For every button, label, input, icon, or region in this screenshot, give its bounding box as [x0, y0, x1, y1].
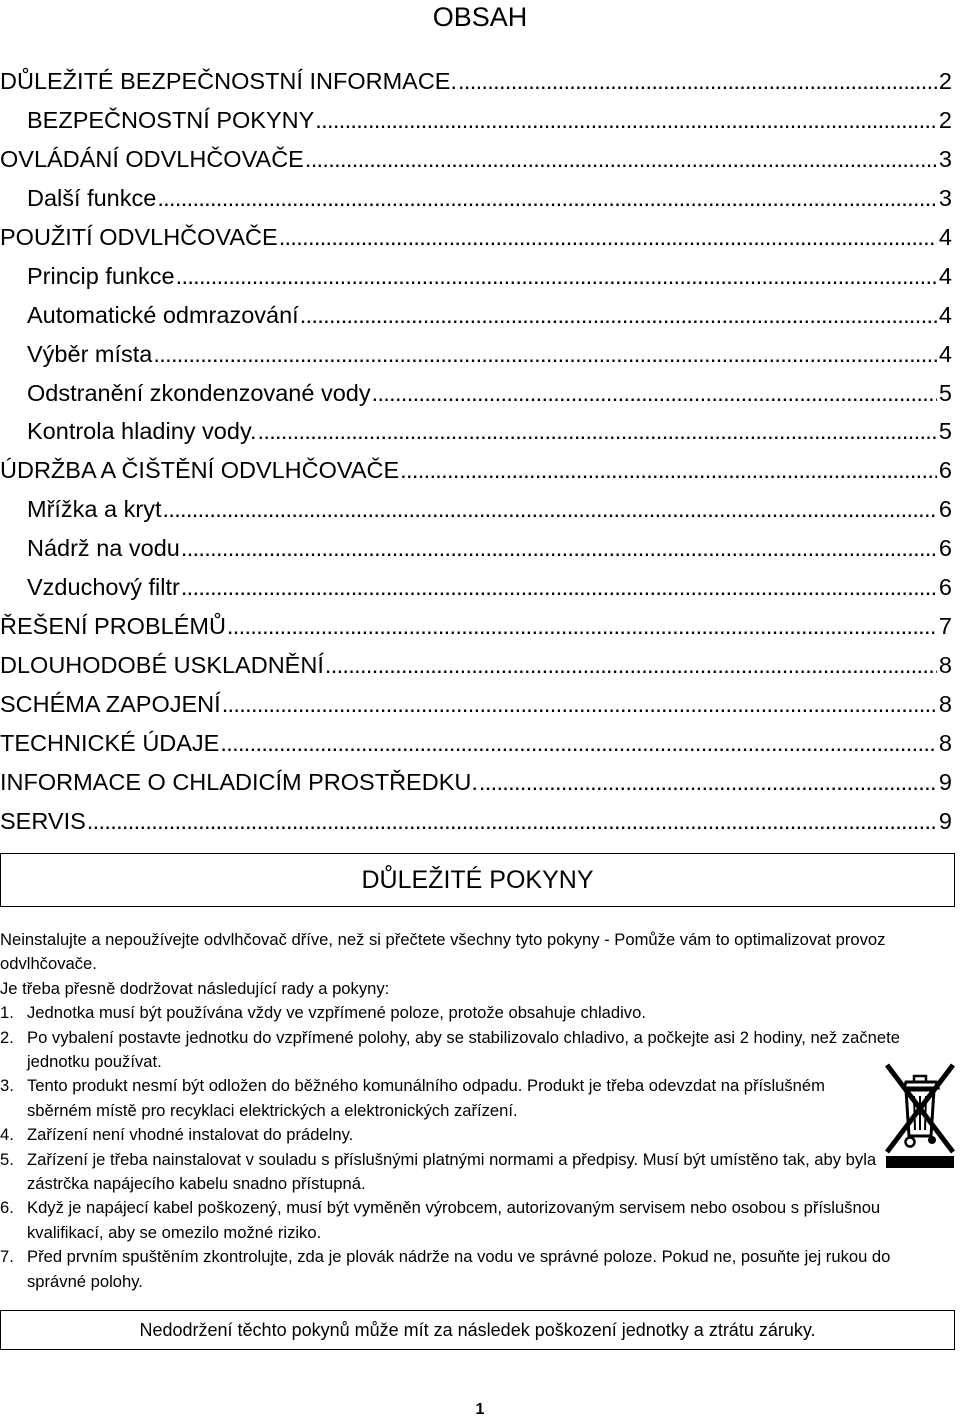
- list-item-text: Tento produkt nesmí být odložen do běžného komunálního odpadu. Produkt je třeba odevzdat na příslušném sběrném místě pro recyklaci elektrických a elektronických zařízení.: [27, 1076, 825, 1120]
- toc-entry-page: 8: [938, 691, 952, 717]
- toc-leader-dots: [176, 257, 937, 296]
- list-item-number: 7.: [0, 1247, 14, 1267]
- toc-entry: [0, 218, 952, 257]
- page-number: 1: [475, 1401, 485, 1418]
- toc-entry-page: 4: [938, 340, 952, 367]
- warranty-warning: Nedodržení těchto pokynů může mít za následek poškození jednotky a ztrátu záruky.: [0, 1310, 955, 1350]
- section-heading: DŮLEŽITÉ POKYNY: [0, 853, 955, 907]
- toc-entry: [0, 179, 952, 218]
- toc-entry-label: Mřížka a kryt: [27, 496, 162, 523]
- toc-entry: [0, 724, 952, 763]
- toc-entry-page: 6: [938, 457, 952, 484]
- toc-entry-label: Nádrž na vodu: [27, 535, 180, 562]
- toc-entry-label: POUŽITÍ ODVLHČOVAČE: [0, 223, 278, 250]
- list-item: [0, 1196, 930, 1245]
- toc-leader-dots: [479, 763, 937, 802]
- toc-leader-dots: [325, 646, 937, 685]
- list-item-number: 6.: [0, 1198, 14, 1218]
- numbered-list: [0, 1001, 930, 1294]
- toc-entry-label: Vzduchový filtr: [27, 574, 180, 601]
- toc-entry: [0, 607, 952, 646]
- toc-entry-label: OVLÁDÁNÍ ODVLHČOVAČE: [0, 145, 304, 172]
- list-item: [0, 1026, 930, 1075]
- list-item-number: 1.: [0, 1003, 14, 1023]
- toc-entry-page: 6: [938, 535, 952, 562]
- intro-paragraph: Neinstalujte a nepoužívejte odvlhčovač dříve, než si přečtete všechny tyto pokyny - Pomůže vám to optimalizovat provoz odvlhčovače.: [0, 930, 886, 974]
- toc-entry: [0, 763, 952, 802]
- list-item-number: 2.: [0, 1027, 14, 1047]
- toc-entry-label: DŮLEŽITÉ BEZPEČNOSTNÍ INFORMACE.: [0, 68, 457, 94]
- toc-entry-label: Další funkce: [27, 184, 157, 211]
- toc-leader-dots: [300, 296, 937, 335]
- toc-leader-dots: [153, 335, 937, 374]
- toc-entry: [0, 101, 952, 140]
- toc-entry: [0, 296, 952, 335]
- toc-leader-dots: [305, 140, 937, 179]
- toc-entry-label: TECHNICKÉ ÚDAJE: [0, 729, 220, 756]
- toc-entry-label: SERVIS: [0, 807, 86, 834]
- toc-entry-page: 6: [938, 574, 952, 601]
- toc-entry-label: Výběr místa: [27, 340, 153, 367]
- list-item-text: Jednotka musí být používána vždy ve vzpřímené poloze, protože obsahuje chladivo.: [27, 1003, 646, 1023]
- lead-paragraph: Je třeba přesně dodržovat následující rady a pokyny:: [0, 978, 390, 998]
- toc-leader-dots: [162, 490, 936, 529]
- toc-leader-dots: [157, 179, 937, 218]
- toc-leader-dots: [181, 529, 937, 568]
- toc-entry: [0, 802, 952, 841]
- table-of-contents: [0, 62, 952, 841]
- toc-entry-page: 3: [938, 145, 952, 172]
- toc-entry-label: Automatické odmrazování: [27, 301, 299, 328]
- toc-entry-label: ŘEŠENÍ PROBLÉMŮ: [0, 613, 226, 640]
- toc-entry-label: DLOUHODOBÉ USKLADNĚNÍ: [0, 652, 324, 679]
- toc-entry-label: INFORMACE O CHLADICÍM PROSTŘEDKU.: [0, 768, 478, 795]
- list-item-text: Zařízení není vhodné instalovat do prádelny.: [27, 1125, 354, 1145]
- toc-entry-page: 4: [938, 262, 952, 289]
- toc-leader-dots: [257, 412, 936, 451]
- toc-leader-dots: [227, 607, 937, 646]
- toc-entry-page: 5: [938, 418, 952, 445]
- toc-entry: [0, 374, 952, 413]
- toc-entry: [0, 685, 952, 724]
- list-item: [0, 1245, 930, 1294]
- list-item: [0, 1001, 930, 1025]
- toc-entry-page: 9: [938, 807, 952, 834]
- toc-entry: [0, 646, 952, 685]
- toc-entry: [0, 140, 952, 179]
- toc-entry: [0, 568, 952, 607]
- instructions: [0, 928, 930, 1294]
- toc-entry-page: 8: [938, 729, 952, 756]
- toc-entry-label: ÚDRŽBA A ČIŠTĚNÍ ODVLHČOVAČE: [0, 457, 400, 484]
- list-item-number: 4.: [0, 1125, 14, 1145]
- toc-entry: [0, 335, 952, 374]
- toc-entry-page: 4: [938, 223, 952, 250]
- toc-entry-page: 3: [938, 184, 952, 211]
- toc-leader-dots: [222, 685, 937, 724]
- toc-entry-label: Kontrola hladiny vody.: [27, 418, 257, 445]
- list-item: [0, 1074, 930, 1123]
- toc-leader-dots: [87, 802, 937, 841]
- toc-entry: [0, 412, 952, 451]
- toc-entry: [0, 451, 952, 490]
- list-item-number: 5.: [0, 1149, 14, 1169]
- toc-entry-page: 8: [938, 652, 952, 679]
- toc-entry-label: BEZPEČNOSTNÍ POKYNY: [27, 106, 315, 133]
- toc-leader-dots: [315, 101, 937, 140]
- page-title: OBSAH: [432, 2, 528, 32]
- toc-entry-page: 9: [938, 768, 952, 795]
- toc-leader-dots: [458, 62, 937, 101]
- list-item: [0, 1148, 930, 1197]
- list-item-text: Před prvním spuštěním zkontrolujte, zda je plovák nádrže na vodu ve správné poloze. Pokud ne, posuňte jej rukou do správné polohy.: [27, 1247, 891, 1291]
- toc-leader-dots: [181, 568, 937, 607]
- toc-entry-label: Princip funkce: [27, 262, 175, 289]
- list-item-number: 3.: [0, 1076, 14, 1096]
- toc-entry-page: 5: [938, 379, 952, 406]
- toc-leader-dots: [279, 218, 937, 257]
- list-item-text: Po vybalení postavte jednotku do vzpřímené polohy, aby se stabilizovalo chladivo, a počkejte asi 2 hodiny, než začnete jednotku používat.: [27, 1027, 900, 1072]
- crossed-out-wheelie-bin-icon: [884, 1062, 956, 1170]
- toc-entry: [0, 62, 952, 101]
- toc-entry-page: 6: [938, 496, 952, 523]
- list-item: [0, 1123, 930, 1147]
- toc-entry: [0, 257, 952, 296]
- toc-entry: [0, 529, 952, 568]
- toc-entry-page: 2: [938, 68, 952, 94]
- toc-entry-page: 4: [938, 301, 952, 328]
- toc-entry-label: SCHÉMA ZAPOJENÍ: [0, 691, 221, 717]
- toc-entry-page: 7: [938, 613, 952, 640]
- toc-leader-dots: [372, 374, 937, 413]
- toc-leader-dots: [220, 724, 937, 763]
- list-item-text: Zařízení je třeba nainstalovat v souladu s příslušnými platnými normami a předpisy. Musí být umístěno tak, aby byla zástrčka napájecího kabelu snadno přístupná.: [27, 1149, 877, 1194]
- toc-entry: [0, 490, 952, 529]
- list-item-text: Když je napájecí kabel poškozený, musí být vyměněn výrobcem, autorizovaným servisem nebo osobou s příslušnou kvalifikací, aby se omezilo možné riziko.: [27, 1198, 881, 1242]
- toc-leader-dots: [400, 451, 937, 490]
- toc-entry-label: Odstranění zkondenzované vody: [27, 379, 371, 406]
- toc-entry-page: 2: [938, 106, 952, 133]
